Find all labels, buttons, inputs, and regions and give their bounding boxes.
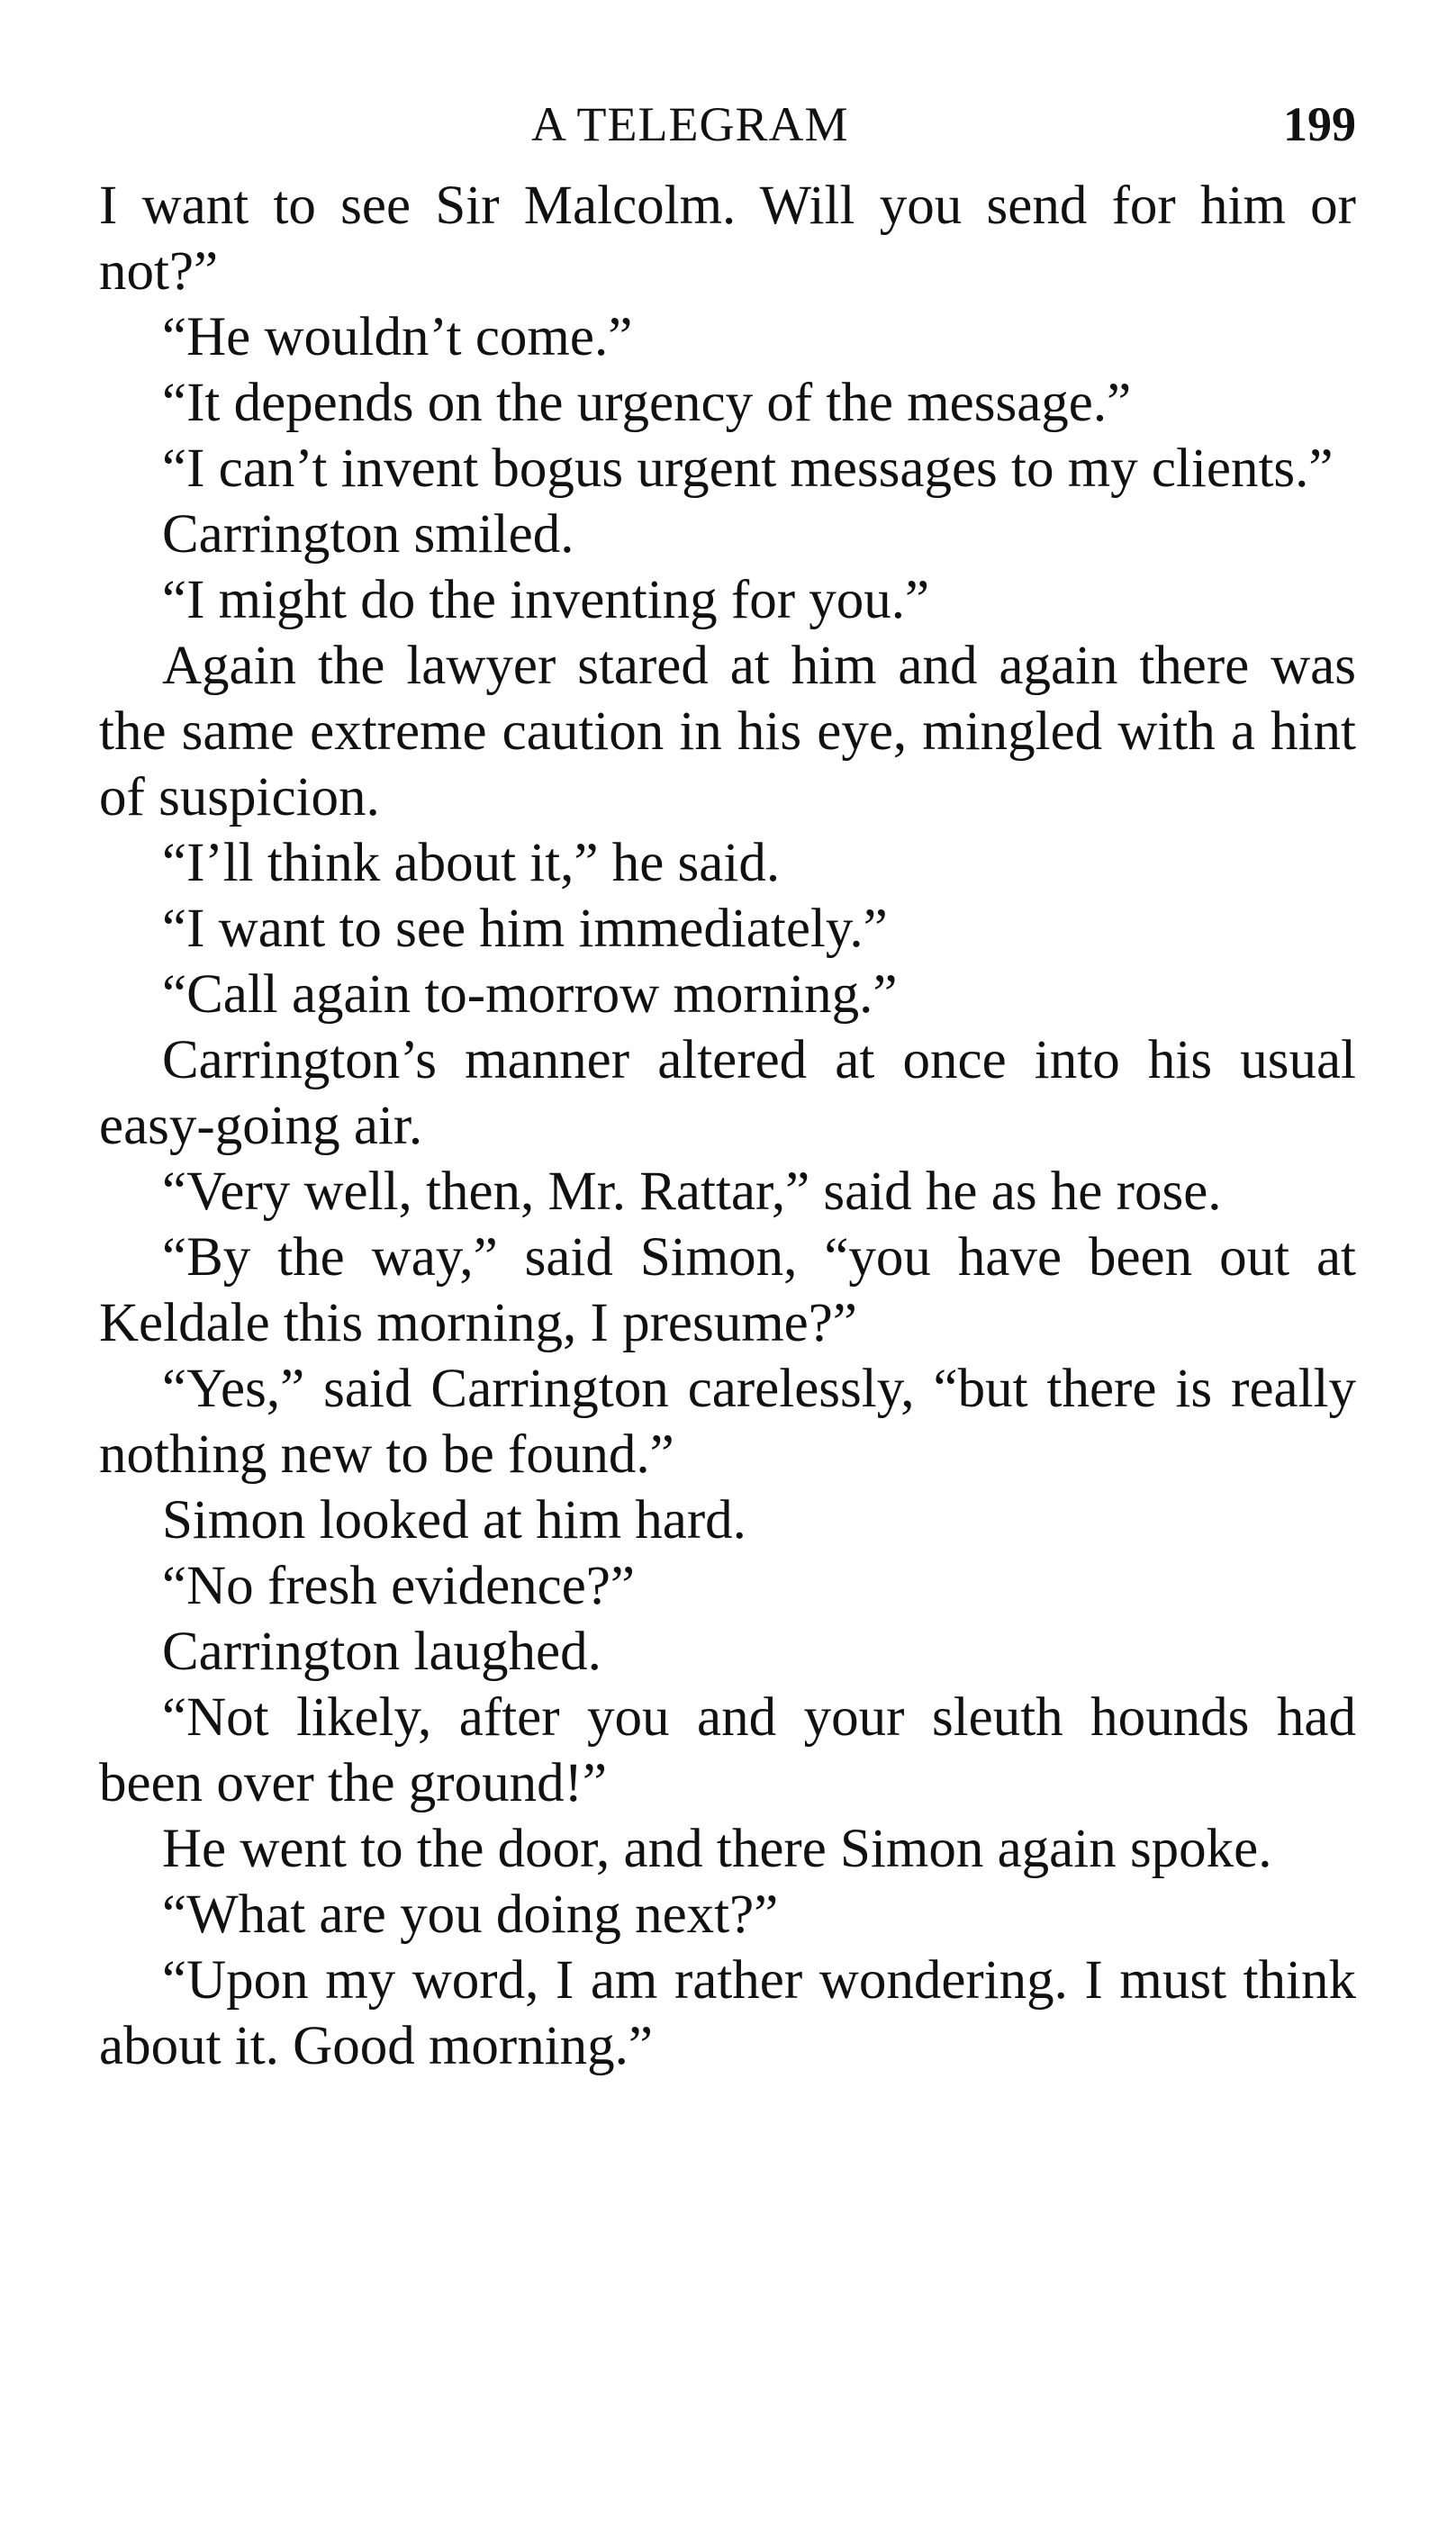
chapter-title: A TELEGRAM bbox=[531, 97, 849, 151]
paragraph: “I can’t invent bogus urgent messages to my clients.” bbox=[162, 438, 1334, 499]
paragraph: Carrington laughed. bbox=[162, 1622, 601, 1682]
paragraph: “No fresh evidence?” bbox=[162, 1556, 635, 1616]
paragraph: Carrington smiled. bbox=[162, 504, 574, 565]
paragraph: He went to the door, and there Simon again spoke. bbox=[162, 1819, 1272, 1879]
paragraph: “I might do the inventing for you.” bbox=[162, 570, 930, 630]
paragraph: “Very well, then, Mr. Rattar,” said he as he rose. bbox=[162, 1162, 1222, 1222]
paragraph: “I want to see him immediately.” bbox=[162, 899, 888, 959]
paragraph: Simon looked at him hard. bbox=[162, 1490, 746, 1550]
paragraph: “What are you doing next?” bbox=[162, 1885, 779, 1945]
paragraph: “It depends on the urgency of the message.” bbox=[162, 373, 1132, 433]
paragraph: “Yes,” said Carrington carelessly, “but there is really nothing new to be found.” bbox=[99, 1359, 1356, 1485]
page-number: 199 bbox=[1283, 97, 1356, 151]
paragraph: “I’ll think about it,” he said. bbox=[162, 833, 781, 893]
paragraph: “He wouldn’t come.” bbox=[162, 307, 633, 367]
paragraph: Again the lawyer stared at him and again there was the same extreme caution in his eye, mingled with a hint of suspicion. bbox=[99, 636, 1356, 827]
running-head bbox=[99, 88, 1356, 160]
paragraph: “Not likely, after you and your sleuth hounds had been over the ground!” bbox=[99, 1687, 1356, 1813]
paragraph: Carrington’s manner altered at once into his usual easy-going air. bbox=[99, 1030, 1356, 1156]
paragraph: “By the way,” said Simon, “you have been out at Keldale this morning, I presume?” bbox=[99, 1227, 1356, 1353]
paragraph: “Upon my word, I am rather wondering. I must think about it. Good morning.” bbox=[99, 1950, 1356, 2076]
body-text bbox=[99, 173, 1356, 2079]
paragraph: I want to see Sir Malcolm. Will you send for him or not?” bbox=[99, 176, 1356, 302]
paragraph: “Call again to-morrow morning.” bbox=[162, 964, 898, 1025]
